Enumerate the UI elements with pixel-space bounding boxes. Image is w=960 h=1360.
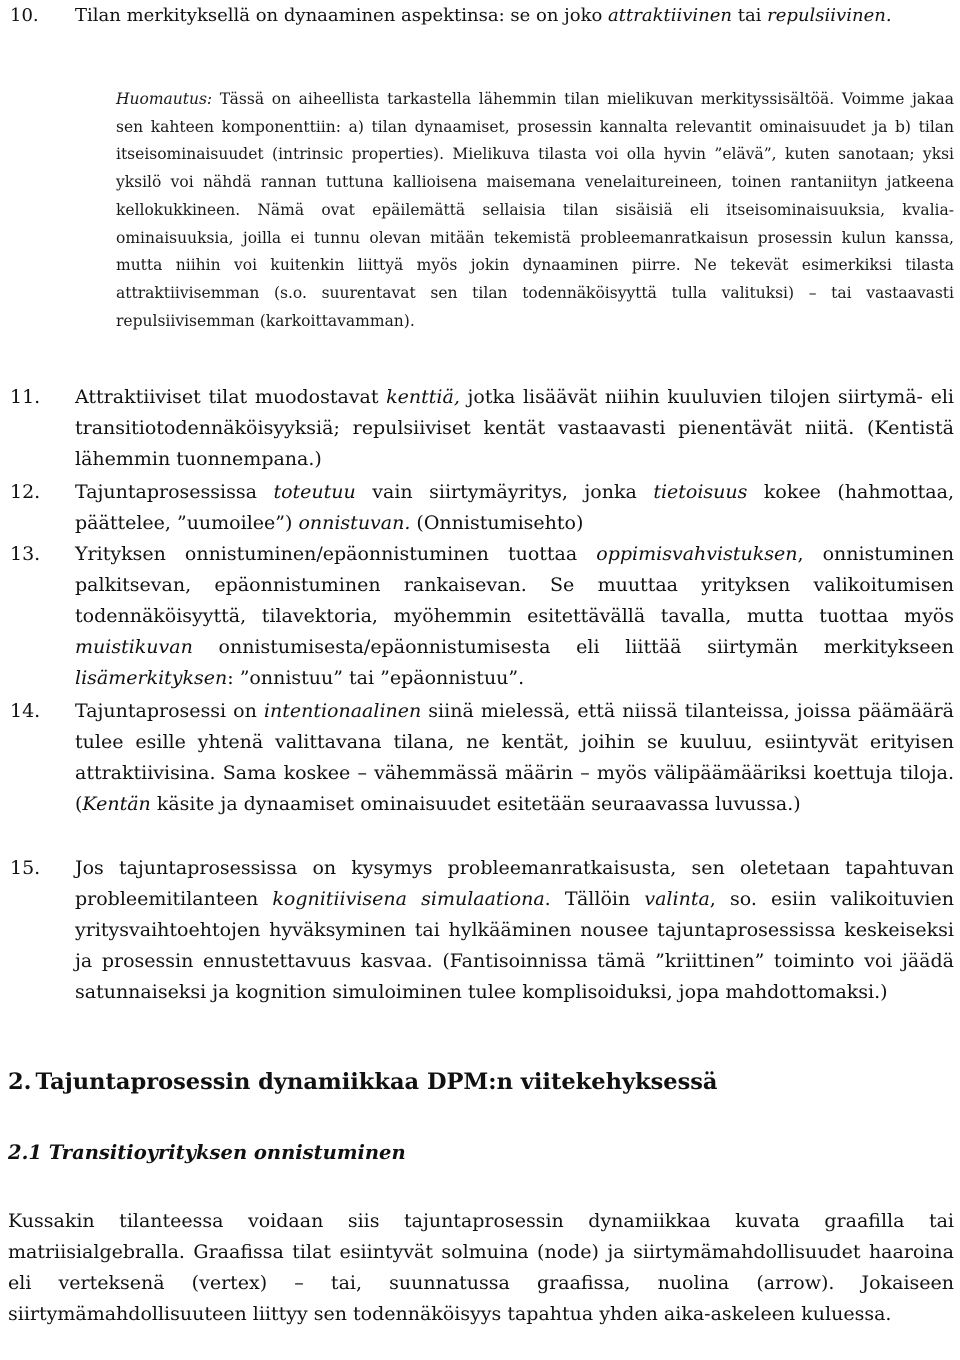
emphasis: lisämerkityksen	[75, 667, 228, 689]
emphasis: valinta	[644, 888, 710, 910]
section-title: Tajuntaprosessin dynamiikkaa DPM:n viitekehyksessä	[35, 1069, 718, 1095]
emphasis: attraktiivinen	[608, 5, 732, 26]
emphasis: muistikuvan	[75, 636, 193, 658]
section-number: 2.	[8, 1069, 32, 1095]
list-item-text: Jos tajuntaprosessissa on kysymys probleemanratkaisusta, sen oletetaan tapahtuvan probleemitilanteen kognitiivisena simulaationa. Tällöin valinta, so. esiin valikoituvien yritysvaihtoehtojen hyväksyminen tai hylkääminen nousee tajuntaprosessissa keskeiseksi ja prosessin ennustettavuus kasvaa. (Fantisoinnissa tämä ”kriittinen” toiminto voi jäädä satunnaiseksi ja kognition simuloiminen tulee komplisoiduksi, jopa mahdottomaksi.)	[75, 857, 954, 1003]
emphasis: kognitiivisena simulaationa	[272, 888, 545, 910]
list-number: 12.	[10, 481, 41, 503]
list-item-text: Tilan merkityksellä on dynaaminen aspektinsa: se on joko attraktiivinen tai repulsiivinen.	[75, 5, 892, 26]
subsection-heading: 2.1 Transitioyrityksen onnistuminen	[8, 1141, 406, 1164]
emphasis: onnistuvan.	[298, 512, 411, 534]
emphasis: oppimisvahvistuksen	[596, 543, 798, 565]
emphasis: toteutuu	[273, 481, 356, 503]
emphasis: repulsiivinen.	[767, 5, 892, 26]
list-number: 14.	[10, 700, 41, 722]
body-paragraph: Kussakin tilanteessa voidaan siis tajuntaprosessin dynamiikkaa kuvata graafilla tai matriisialgebralla. Graafissa tilat esiintyvät solmuina (node) ja siirtymämahdollisuudet haaroina eli verteksenä (vertex) – tai, suunnatussa graafissa, nuolina (arrow). Jokaiseen siirtymämahdollisuuteen liittyy sen todennäköisyys tapahtua yhden aika-askeleen kuluessa.	[8, 1210, 954, 1325]
list-item-text: Attraktiiviset tilat muodostavat kenttiä, jotka lisäävät niihin kuuluvien tilojen siirtymä- eli transitiotodennäköisyyksiä; repulsiiviset kentät vastaavasti pienentävät niitä. (Kentistä lähemmin tuonnempana.)	[75, 386, 954, 470]
list-item-text: Yrityksen onnistuminen/epäonnistuminen tuottaa oppimisvahvistuksen, onnistuminen palkitsevan, epäonnistuminen rankaisevan. Se muuttaa yrityksen valikoitumisen todennäköisyyttä, tilavektoria, myöhemmin esitettävällä tavalla, mutta tuottaa myös muistikuvan onnistumisesta/epäonnistumisesta eli liittää siirtymän merkitykseen lisämerkityksen: ”onnistuu” tai ”epäonnistuu”.	[75, 543, 954, 689]
list-number: 13.	[10, 543, 41, 565]
list-item-text: Tajuntaprosessi on intentionaalinen siinä mielessä, että niissä tilanteissa, joissa päämäärä tulee esille yhtenä valittavana tilana, ne kentät, joihin se kuuluu, esiintyvät erityisen attraktiivisina. Sama koskee – vähemmässä määrin – myös välipäämääriksi koettuja tiloja. (Kentän käsite ja dynaamiset ominaisuudet esitetään seuraavassa luvussa.)	[75, 700, 954, 815]
note-label: Huomautus:	[116, 90, 213, 108]
section-heading	[8, 1069, 718, 1095]
emphasis: Kentän	[82, 793, 151, 815]
emphasis: tietoisuus	[653, 481, 748, 503]
emphasis: intentionaalinen	[263, 700, 422, 722]
list-number: 10.	[10, 5, 39, 26]
note-paragraph: Huomautus: Tässä on aiheellista tarkastella lähemmin tilan mielikuvan merkityssisältöä. Voimme jakaa sen kahteen komponenttiin: a) tilan dynaamiset, prosessin kannalta relevantit ominaisuudet ja b) tilan itseisominaisuudet (intrinsic properties). Mielikuva tilasta voi olla hyvin ”elävä”, kuten sanotaan; yksi yksilö voi nähdä rannan tuttuna kallioisena maisemana venelaitureineen, toinen rantaniityn jatkeena kellokukkineen. Nämä ovat epäilemättä sellaisia tilan sisäisiä eli itseisominaisuuksia, kvalia-ominaisuuksia, joilla ei tunnu olevan mitään tekemistä probleemanratkaisun prosessin kulun kanssa, mutta niihin voi kuitenkin liittyä myös jokin dynaaminen piirre. Ne tekevät esimerkiksi tilasta attraktiivisemman (s.o. suurentavat sen tilan todennäköisyyttä tulla valituksi) – tai vastaavasti repulsiivisemman (karkoittavamman).	[116, 90, 954, 330]
emphasis: kenttiä,	[386, 386, 460, 408]
list-number: 15.	[10, 857, 41, 879]
list-item-text: Tajuntaprosessissa toteutuu vain siirtymäyritys, jonka tietoisuus kokee (hahmottaa, päättelee, ”uumoilee”) onnistuvan. (Onnistumisehto)	[75, 481, 954, 534]
list-number: 11.	[10, 386, 41, 408]
